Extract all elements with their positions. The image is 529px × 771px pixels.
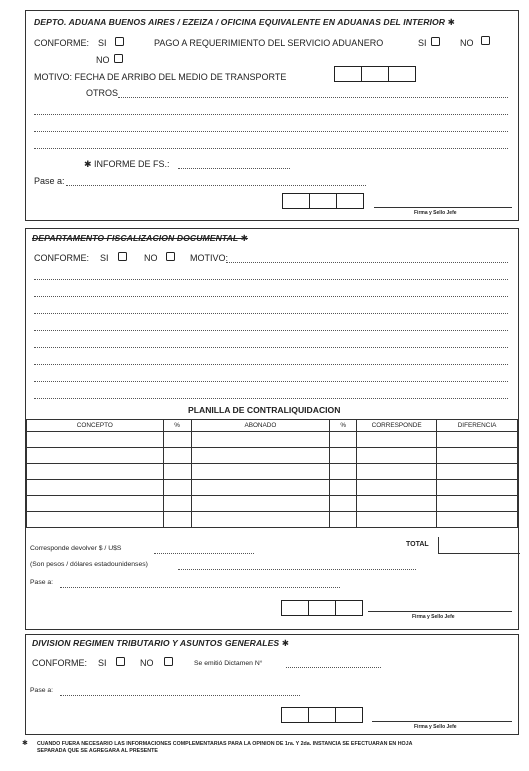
- aduana-si-label: SI: [98, 38, 107, 48]
- aduana-section: [25, 10, 519, 221]
- table-row[interactable]: [27, 512, 518, 528]
- fiscalizacion-no-label: NO: [144, 253, 158, 263]
- dictamen-label: Se emitió Dictamen N°: [194, 660, 263, 667]
- aduana-pago-si-label: SI: [418, 38, 427, 48]
- division-no-label: NO: [140, 658, 154, 668]
- fiscalizacion-si-checkbox[interactable]: [118, 252, 127, 261]
- fiscalizacion-line-6[interactable]: [34, 364, 508, 365]
- aduana-motivo-line-3[interactable]: [34, 148, 508, 149]
- division-pase-field[interactable]: [60, 695, 300, 696]
- aduana-pase-field[interactable]: [66, 185, 366, 186]
- planilla-title: PLANILLA DE CONTRALIQUIDACION: [188, 405, 341, 415]
- col-percent-header: %: [163, 420, 191, 432]
- fiscalizacion-line-1[interactable]: [34, 279, 508, 280]
- table-row[interactable]: [27, 480, 518, 496]
- footnote-line-1: CUANDO FUERA NECESARIO LAS INFORMACIONES COMPLEMENTARIAS PARA LA OPINION DE 1ra. Y 2da. INSTANCIA SE EFECTUARAN EN HOJA: [37, 741, 413, 747]
- fiscalizacion-section: [25, 228, 519, 630]
- fiscalizacion-line-3[interactable]: [34, 313, 508, 314]
- contraliquidacion-table: [26, 419, 518, 528]
- aduana-pase-label: Pase a:: [34, 176, 65, 186]
- aduana-fecha-field[interactable]: [282, 193, 364, 209]
- total-label: TOTAL: [406, 541, 429, 548]
- fiscalizacion-motivo-label: MOTIVO:: [190, 253, 228, 263]
- fiscalizacion-line-7[interactable]: [34, 381, 508, 382]
- aduana-pago-label: PAGO A REQUERIMIENTO DEL SERVICIO ADUANERO: [154, 38, 384, 48]
- fiscalizacion-title: DEPARTAMENTO FISCALIZACION DOCUMENTAL ✱: [32, 233, 248, 243]
- col-concepto-header: CONCEPTO: [27, 420, 164, 432]
- fiscalizacion-line-4[interactable]: [34, 330, 508, 331]
- aduana-title: DEPTO. ADUANA BUENOS AIRES / EZEIZA / OFICINA EQUIVALENTE EN ADUANAS DEL INTERIOR ✱: [34, 17, 455, 27]
- fiscalizacion-pase-field[interactable]: [60, 587, 340, 588]
- aduana-otros-label: OTROS: [86, 88, 119, 98]
- table-row[interactable]: [27, 464, 518, 480]
- aduana-otros-line[interactable]: [118, 97, 508, 98]
- aduana-pago-no-checkbox[interactable]: [481, 36, 490, 45]
- aduana-pago-no-label: NO: [460, 38, 474, 48]
- aduana-no-label: NO: [96, 55, 110, 65]
- aduana-conforme-label: CONFORME:: [34, 38, 89, 48]
- aduana-informe-field[interactable]: [178, 168, 290, 169]
- col-corresponde-header: CORRESPONDE: [357, 420, 437, 432]
- division-si-label: SI: [98, 658, 107, 668]
- table-row[interactable]: [27, 496, 518, 512]
- col-diferencia-header: DIFERENCIA: [437, 420, 518, 432]
- table-header-row: [27, 420, 518, 432]
- son-field[interactable]: [178, 569, 416, 570]
- division-pase-label: Pase a:: [30, 687, 54, 694]
- fiscalizacion-fecha-field[interactable]: [281, 600, 363, 616]
- division-no-checkbox[interactable]: [164, 657, 173, 666]
- aduana-si-checkbox[interactable]: [115, 37, 124, 46]
- devolver-field[interactable]: [154, 553, 254, 554]
- aduana-fecha-arribo-field[interactable]: [334, 66, 416, 82]
- fiscalizacion-signature-line[interactable]: [368, 611, 512, 612]
- footnote-line-2: SEPARADA QUE SE AGREGARA AL PRESENTE: [37, 748, 158, 754]
- aduana-motivo-label: MOTIVO: FECHA DE ARRIBO DEL MEDIO DE TRANSPORTE: [34, 72, 287, 82]
- col-percent2-header: %: [330, 420, 357, 432]
- aduana-no-checkbox[interactable]: [114, 54, 123, 63]
- table-row[interactable]: [27, 432, 518, 448]
- fiscalizacion-firma-label: Firma y Sello Jefe: [412, 614, 455, 620]
- total-field[interactable]: [438, 537, 520, 554]
- fiscalizacion-conforme-label: CONFORME:: [34, 253, 89, 263]
- fiscalizacion-line-5[interactable]: [34, 347, 508, 348]
- aduana-firma-label: Firma y Sello Jefe: [414, 210, 457, 216]
- division-si-checkbox[interactable]: [116, 657, 125, 666]
- fiscalizacion-line-2[interactable]: [34, 296, 508, 297]
- fiscalizacion-motivo-field[interactable]: [226, 262, 508, 263]
- son-label: (Son pesos / dólares estadounidenses): [30, 561, 148, 568]
- aduana-informe-label: ✱ INFORME DE FS.:: [84, 159, 170, 169]
- division-signature-line[interactable]: [372, 721, 512, 722]
- aduana-motivo-line-2[interactable]: [34, 131, 508, 132]
- aduana-pago-si-checkbox[interactable]: [431, 37, 440, 46]
- division-title: DIVISION REGIMEN TRIBUTARIO Y ASUNTOS GENERALES ✱: [32, 638, 290, 648]
- footnote-star: ✱: [22, 740, 28, 747]
- dictamen-field[interactable]: [286, 667, 381, 668]
- aduana-signature-line[interactable]: [374, 207, 512, 208]
- table-row[interactable]: [27, 448, 518, 464]
- fiscalizacion-pase-label: Pase a:: [30, 579, 54, 586]
- division-conforme-label: CONFORME:: [32, 658, 87, 668]
- devolver-label: Corresponde devolver $ / U$S: [30, 545, 122, 552]
- aduana-motivo-line-1[interactable]: [34, 114, 508, 115]
- col-abonado-header: ABONADO: [191, 420, 330, 432]
- fiscalizacion-no-checkbox[interactable]: [166, 252, 175, 261]
- division-section: [25, 634, 519, 735]
- fiscalizacion-line-8[interactable]: [34, 398, 508, 399]
- division-fecha-field[interactable]: [281, 707, 363, 723]
- division-firma-label: Firma y Sello Jefe: [414, 724, 457, 730]
- fiscalizacion-si-label: SI: [100, 253, 109, 263]
